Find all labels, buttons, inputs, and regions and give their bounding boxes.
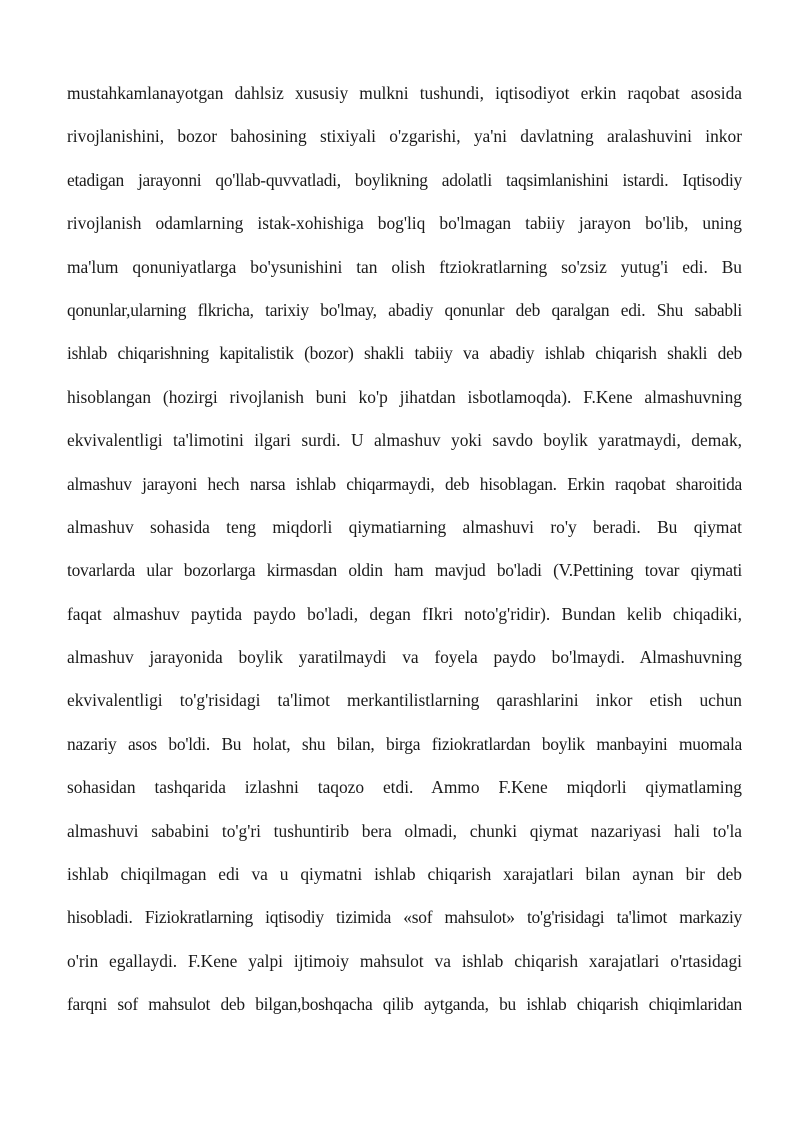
text-line: almashuv jarayoni hech narsa ishlab chiqarmaydi, deb hisoblagan. Erkin raqobat sharoitida <box>67 473 742 494</box>
text-line: faqat almashuv paytida paydo bo'ladi, degan fIkri noto'g'ridir). Bundan kelib chiqadiki, <box>67 603 742 624</box>
text-line: hisoblangan (hozirgi rivojlanish buni ko'p jihatdan isbotlamoqda). F.Kene almashuvning <box>67 386 742 407</box>
text-line: nazariy asos bo'ldi. Bu holat, shu bilan, birga fiziokratlardan boylik manbayini muomala <box>67 733 742 754</box>
text-line: mustahkamlanayotgan dahlsiz xususiy mulkni tushundi, iqtisodiyot erkin raqobat asosida <box>67 83 742 103</box>
text-line: farqni sof mahsulot deb bilgan,boshqacha qilib aytganda, bu ishlab chiqarish chiqimlaridan <box>67 994 742 1015</box>
text-line: hisobladi. Fiziokratlarning iqtisodiy tizimida «sof mahsulot» to'g'risidagi ta'limot markaziy <box>67 907 742 928</box>
text-line: rivojlanishini, bozor bahosining stixiyali o'zgarishi, ya'ni davlatning aralashuvini inkor <box>67 126 742 147</box>
text-line: sohasidan tashqarida izlashni taqozo etdi. Ammo F.Kene miqdorli qiymatlaming <box>67 777 742 798</box>
text-line: ishlab chiqilmagan edi va u qiymatni ishlab chiqarish xarajatlari bilan aynan bir deb <box>67 864 742 885</box>
text-line: qonunlar,ularning flkricha, tarixiy bo'lmay, abadiy qonunlar deb qaralgan edi. Shu sababli <box>67 299 742 320</box>
text-line: almashuvi sababini to'g'ri tushuntirib bera olmadi, chunki qiymat nazariyasi hali to'la <box>67 820 742 841</box>
text-line: ekvivalentligi ta'limotini ilgari surdi. U almashuv yoki savdo boylik yaratmaydi, demak, <box>67 430 742 451</box>
text-line: o'rin egallaydi. F.Kene yalpi ijtimoiy mahsulot va ishlab chiqarish xarajatlari o'rtasidagi <box>67 950 742 971</box>
text-line: tovarlarda ular bozorlarga kirmasdan oldin ham mavjud bo'ladi (V.Pettining tovar qiymati <box>67 560 742 581</box>
text-line: ma'lum qonuniyatlarga bo'ysunishini tan olish ftziokratlarning so'zsiz yutug'i edi. Bu <box>67 256 742 277</box>
text-line: rivojlanish odamlarning istak-xohishiga bog'liq bo'lmagan tabiiy jarayon bo'lib, uning <box>67 213 742 234</box>
text-line: etadigan jarayonni qo'llab-quvvatladi, boylikning adolatli taqsimlanishini istardi. Iqtisodiy <box>67 169 742 190</box>
text-line: almashuv jarayonida boylik yaratilmaydi va foyela paydo bo'lmaydi. Almashuvning <box>67 647 742 668</box>
text-line: ekvivalentligi to'g'risidagi ta'limot merkantilistlarning qarashlarini inkor etish uchun <box>67 690 742 711</box>
text-line: ishlab chiqarishning kapitalistik (bozor) shakli tabiiy va abadiy ishlab chiqarish shakli deb <box>67 343 742 364</box>
text-line: almashuv sohasida teng miqdorli qiymatiarning almashuvi ro'y beradi. Bu qiymat <box>67 516 742 537</box>
body-text <box>67 78 742 1033</box>
